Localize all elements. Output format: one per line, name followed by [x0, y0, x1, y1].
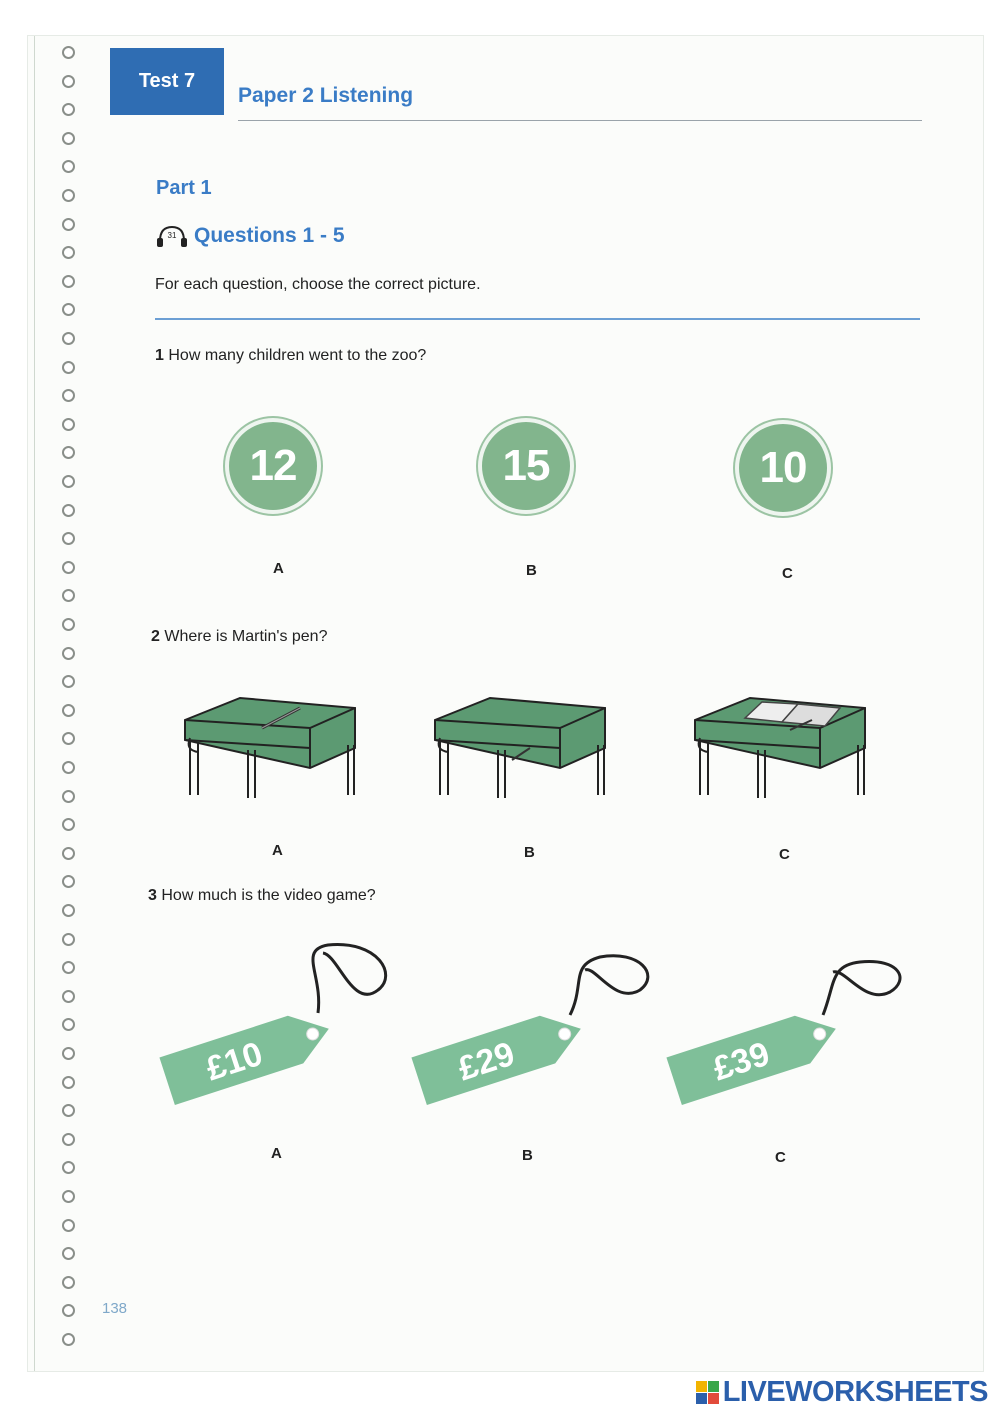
binder-hole-icon [62, 332, 75, 345]
question-number: 1 [155, 347, 164, 364]
question-number: 3 [148, 887, 157, 904]
binder-hole-icon [62, 761, 75, 774]
q3-option-c-label: C [775, 1149, 786, 1166]
q2-option-c-desk-image[interactable] [690, 690, 870, 805]
binder-hole-icon [62, 1047, 75, 1060]
q1-option-a-number[interactable]: 12 [225, 418, 321, 514]
test-label: Test 7 [138, 70, 196, 92]
binder-hole-icon [62, 933, 75, 946]
test-badge [110, 48, 224, 115]
instruction-text: For each question, choose the correct picture. [155, 276, 481, 293]
q1-option-c-label: C [782, 565, 793, 582]
binder-hole-icon [62, 904, 75, 917]
binder-hole-icon [62, 790, 75, 803]
q3-option-b-label: B [522, 1147, 533, 1164]
price-text: £29 [453, 1034, 520, 1089]
binder-hole-icon [62, 132, 75, 145]
q3-option-a-price-tag[interactable] [148, 935, 408, 1120]
question-3 [148, 887, 376, 905]
margin-line [34, 36, 35, 1371]
binder-hole-icon [62, 647, 75, 660]
question-2 [151, 628, 327, 646]
binder-hole-icon [62, 218, 75, 231]
binder-hole-icon [62, 475, 75, 488]
binder-hole-icon [62, 275, 75, 288]
binder-hole-icon [62, 704, 75, 717]
binder-hole-icon [62, 418, 75, 431]
q2-option-c-label: C [779, 846, 790, 863]
part-title: Part 1 [156, 177, 212, 199]
question-range: Questions 1 - 5 [194, 224, 345, 247]
paper-title: Paper 2 Listening [238, 84, 414, 107]
price-text: £10 [201, 1034, 268, 1089]
binder-hole-icon [62, 361, 75, 374]
binder-hole-icon [62, 847, 75, 860]
q1-option-a-label: A [273, 560, 284, 577]
q2-option-b-desk-image[interactable] [430, 690, 610, 805]
binder-hole-icon [62, 990, 75, 1003]
q3-option-c-price-tag[interactable] [655, 950, 915, 1120]
brand-name: LIVEWORKSHEETS [722, 1375, 988, 1408]
binder-hole-icon [62, 1133, 75, 1146]
brand-logo-icon [696, 1381, 719, 1404]
q2-option-a-desk-image[interactable] [180, 690, 360, 805]
q2-option-a-label: A [272, 842, 283, 859]
binder-hole-icon [62, 561, 75, 574]
q3-option-a-label: A [271, 1145, 282, 1162]
q1-option-b-label: B [526, 562, 537, 579]
question-text: How many children went to the zoo? [168, 347, 427, 364]
binder-hole-icon [62, 1190, 75, 1203]
question-range-heading [156, 223, 345, 249]
question-1 [155, 347, 426, 365]
q3-option-b-price-tag[interactable] [400, 945, 660, 1120]
binder-hole-icon [62, 1076, 75, 1089]
question-text: How much is the video game? [161, 887, 376, 904]
track-number: 31 [167, 231, 177, 240]
binder-hole-icon [62, 189, 75, 202]
binder-hole-icon [62, 1219, 75, 1232]
binder-hole-icon [62, 1333, 75, 1346]
q2-option-b-label: B [524, 844, 535, 861]
price-text: £39 [708, 1034, 775, 1089]
page-number: 138 [102, 1300, 128, 1317]
headphones-icon [156, 223, 188, 249]
binder-hole-icon [62, 1276, 75, 1289]
q1-option-b-number[interactable]: 15 [478, 418, 574, 514]
title-divider [238, 120, 922, 121]
binder-hole-icon [62, 504, 75, 517]
question-text: Where is Martin's pen? [164, 628, 328, 645]
q1-option-c-number[interactable]: 10 [735, 420, 831, 516]
liveworksheets-logo[interactable] [696, 1376, 988, 1408]
binder-hole-icon [62, 46, 75, 59]
binder-hole-icon [62, 75, 75, 88]
question-number: 2 [151, 628, 160, 645]
section-divider [155, 318, 920, 320]
binder-hole-icon [62, 618, 75, 631]
